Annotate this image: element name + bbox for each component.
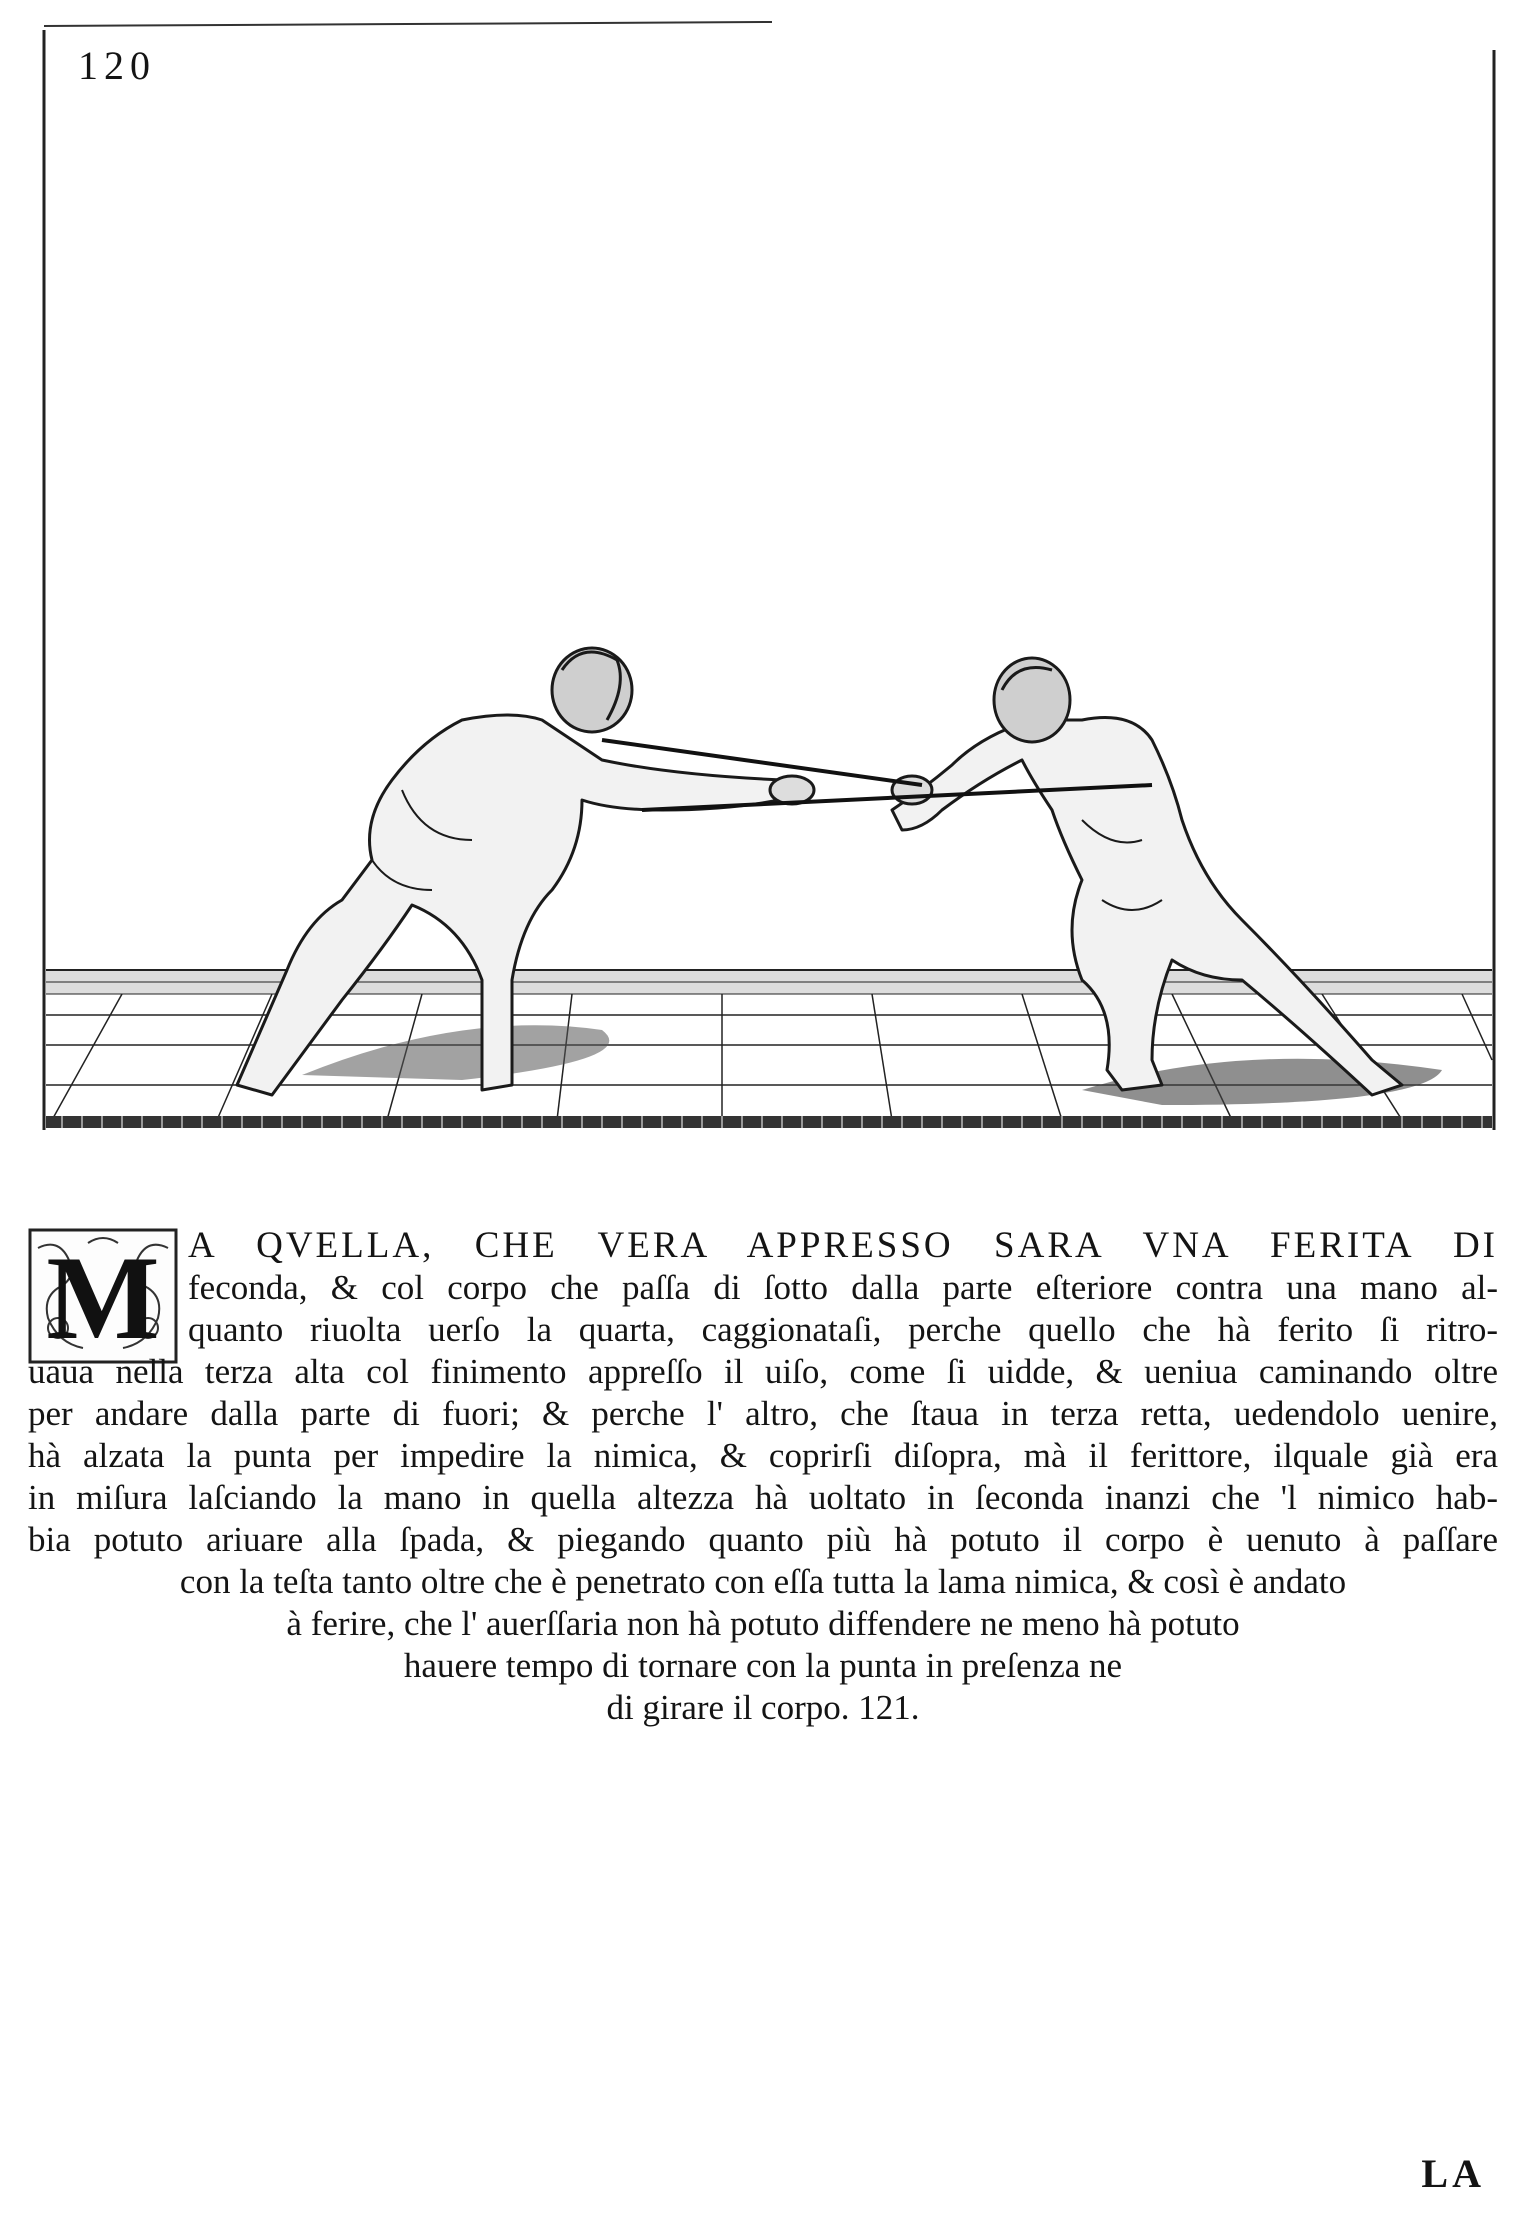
text-line-4: uaua nella terza alta col finimento appreſſo il uiſo, come ſi uidde, & ueniua caminando oltre xyxy=(28,1352,1498,1391)
right-fencer xyxy=(892,658,1402,1095)
text-line-6: hà alzata la punta per impedire la nimica, & coprirſi diſopra, mà il ferittore, ilquale già era xyxy=(28,1436,1498,1475)
text-line-11: hauere tempo di tornare con la punta in preſenza ne xyxy=(403,1646,1123,1685)
text-line-8: bia potuto ariuare alla ſpada, & piegando quanto più hà potuto il corpo è uenuto à paſſare xyxy=(28,1520,1498,1559)
plate-top-border xyxy=(44,22,772,26)
fencing-illustration xyxy=(42,20,1502,1140)
body-text xyxy=(28,1225,1498,1729)
text-line-1: A QVELLA, CHE VERA APPRESSO SARA VNA FERITA DI xyxy=(188,1225,1498,1266)
text-line-2: feconda, & col corpo che paſſa di ſotto dalla parte eſteriore contra una mano al- xyxy=(188,1268,1498,1307)
drop-cap-letter: M xyxy=(46,1231,160,1364)
text-line-12: di girare il corpo. 121. xyxy=(606,1688,920,1727)
text-line-3: quanto riuolta uerſo la quarta, caggionataſi, perche quello che hà ferito ſi ritro- xyxy=(188,1310,1498,1349)
text-line-10: à ferire, che l' auerſſaria non hà potuto diffendere ne meno hà potuto xyxy=(286,1604,1240,1643)
engraving-plate xyxy=(42,20,1502,1140)
text-line-9: con la teſta tanto oltre che è penetrato con eſſa tutta la lama nimica, & così è andato xyxy=(179,1562,1347,1601)
text-line-5: per andare dalla parte di fuori; & perche l' altro, che ſtaua in terza retta, uedendolo uenire, xyxy=(28,1394,1498,1433)
text-line-7: in miſura laſciando la mano in quella altezza hà uoltato in ſeconda inanzi che 'l nimico hab- xyxy=(28,1478,1498,1517)
catchword: LA xyxy=(1421,2151,1485,2196)
page-number: 120 xyxy=(78,43,156,88)
